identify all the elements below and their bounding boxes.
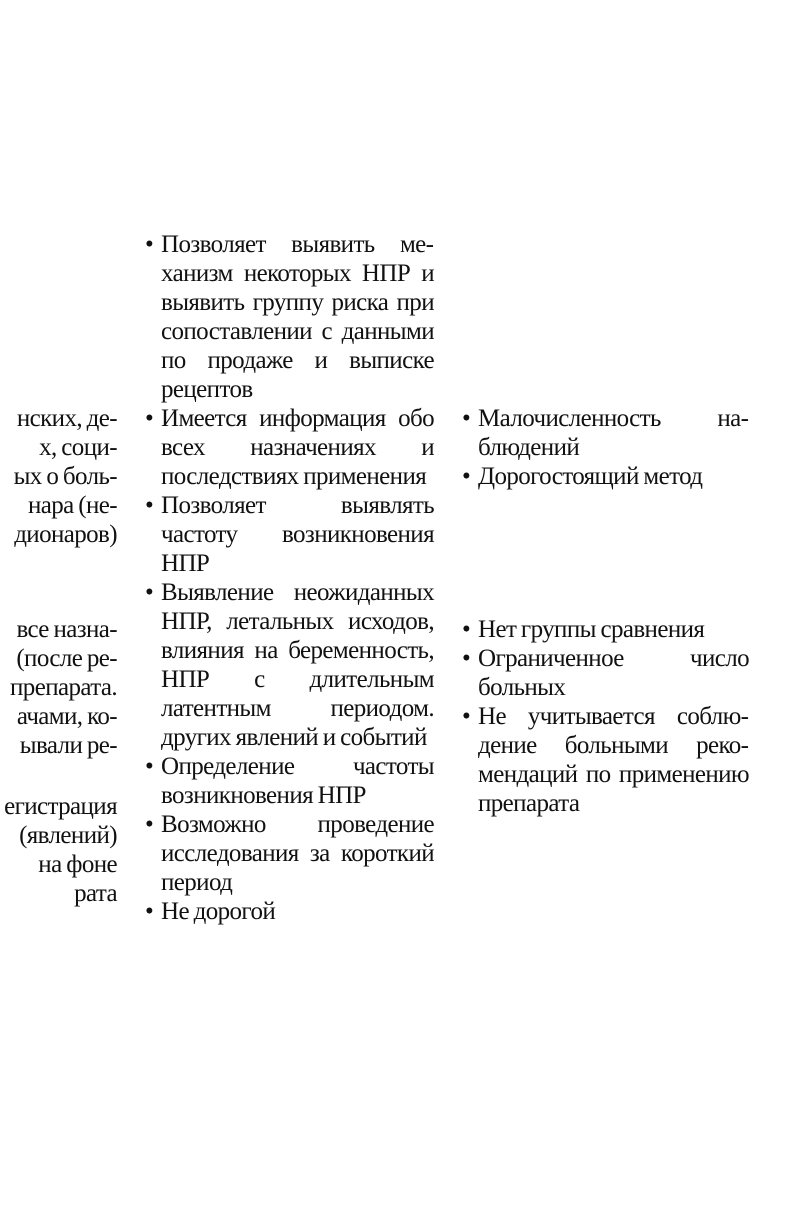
text-fragment: все назна- [16, 616, 117, 643]
list-item: • Возможно проведение исследования за короткий период [145, 810, 434, 897]
text-fragment: ывали ре- [19, 732, 117, 759]
list-item: • Малочисленность наблюдений [462, 404, 749, 462]
advantages-group-1 [145, 230, 434, 404]
advantages-column [145, 230, 434, 926]
text-fragment: дионаров) [14, 521, 117, 548]
disadvantages-group-3 [462, 615, 749, 818]
text-fragment: (после ре- [16, 645, 117, 672]
text-fragment: (явлений) [19, 822, 117, 849]
list-item: • Не дорогой [145, 897, 434, 926]
text-fragment: ых о боль- [13, 463, 117, 490]
text-fragment: рата [74, 880, 117, 907]
text-fragment: нара (не- [27, 492, 117, 519]
list-item: • Ограниченное число больных [462, 644, 749, 702]
text-fragment: ачами, ко- [16, 703, 117, 730]
advantages-group-3 [145, 578, 434, 926]
disadvantages-column [462, 404, 749, 818]
disadvantages-group-2 [462, 404, 749, 615]
text-fragment: егистрация [4, 793, 117, 820]
list-item: • Не учитывается соблюдение больными рекомендаций по применению препарата [462, 702, 749, 818]
text-fragment: на фоне [38, 851, 117, 878]
list-item: • Выявление неожиданных НПР, летальных исходов, влияния на беременность, НПР с длительным латентным периодом. других явлений и событий [145, 578, 434, 752]
list-item: • Позволяет выявить механизм некоторых НПР и выявить группу риска при сопоставлении с данными по продаже и выписке рецептов [145, 230, 434, 404]
list-item: • Имеется информация обо всех назначениях и последствиях применения [145, 404, 434, 491]
list-item: • Позволяет выявлять частоту возникновения НПР [145, 491, 434, 578]
list-item: • Определение частоты возникновения НПР [145, 752, 434, 810]
list-item: • Нет группы сравнения [462, 615, 749, 644]
text-fragment: х, соци- [39, 434, 117, 461]
text-fragment: препарата. [10, 674, 117, 701]
advantages-group-2 [145, 404, 434, 578]
list-item: • Дорогостоящий метод [462, 462, 749, 491]
text-fragment: нских, де- [16, 405, 117, 432]
